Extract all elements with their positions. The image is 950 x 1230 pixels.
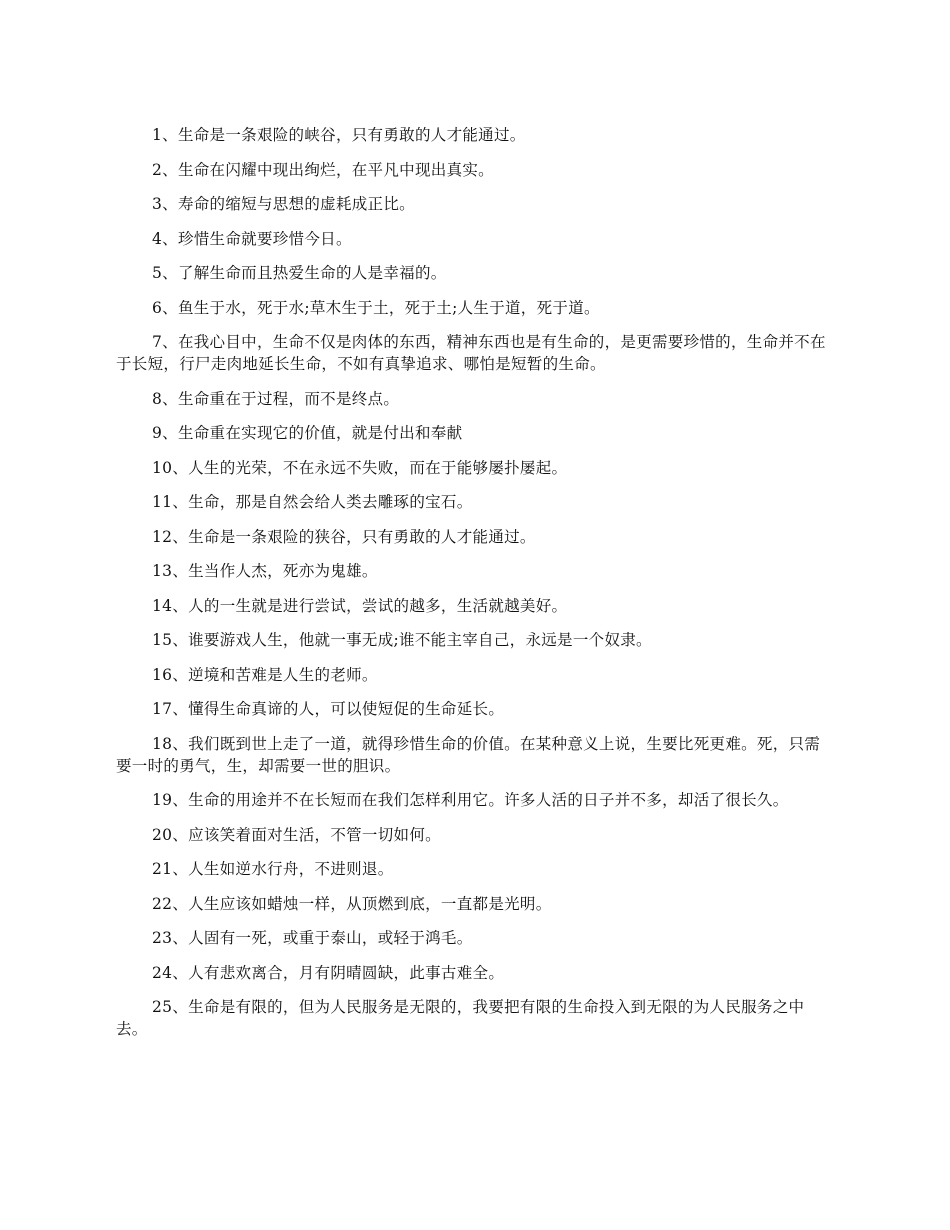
paragraph-1: 1、生命是一条艰险的峡谷，只有勇敢的人才能通过。 xyxy=(152,126,526,144)
paragraph-19: 19、生命的用途并不在长短而在我们怎样利用它。许多人活的日子并不多，却活了很长久。 xyxy=(152,791,789,809)
paragraph-21: 21、人生如逆水行舟，不进则退。 xyxy=(152,860,394,878)
paragraph-16: 16、逆境和苦难是人生的老师。 xyxy=(152,665,378,684)
paragraph-20: 20、应该笑着面对生活，不管一切如何。 xyxy=(152,825,441,844)
paragraph-9: 9、生命重在实现它的价值，就是付出和奉献 xyxy=(152,424,463,442)
paragraph-24: 24、人有悲欢离合，月有阴晴圆缺，此事古难全。 xyxy=(152,963,505,982)
paragraph-17: 17、懂得生命真谛的人，可以使短促的生命延长。 xyxy=(152,700,505,718)
document-body xyxy=(116,124,828,1053)
paragraph-3: 3、寿命的缩短与思想的虚耗成正比。 xyxy=(152,195,415,213)
paragraph-8: 8、生命重在于过程，而不是终点。 xyxy=(152,389,400,408)
paragraph-12: 12、生命是一条艰险的狭谷，只有勇敢的人才能通过。 xyxy=(152,527,536,546)
paragraph-15: 15、谁要游戏人生，他就一事无成;谁不能主宰自己，永远是一个奴隶。 xyxy=(152,631,652,649)
paragraph-25: 25、生命是有限的，但为人民服务是无限的，我要把有限的生命投入到无限的为人民服务之中去。 xyxy=(116,998,805,1038)
paragraph-2: 2、生命在闪耀中现出绚烂，在平凡中现出真实。 xyxy=(152,160,494,179)
paragraph-14: 14、人的一生就是进行尝试，尝试的越多，生活就越美好。 xyxy=(152,596,568,615)
paragraph-18: 18、我们既到世上走了一道，就得珍惜生命的价值。在某种意义上说，生要比死更难。死，只需要一时的勇气，生，却需要一世的胆识。 xyxy=(116,734,821,775)
paragraph-4: 4、珍惜生命就要珍惜今日。 xyxy=(152,229,352,248)
paragraph-7: 7、在我心目中，生命不仅是肉体的东西，精神东西也是有生命的，是更需要珍惜的，生命并不在于长短，行尸走肉地延长生命，不如有真挚追求、哪怕是短暂的生命。 xyxy=(116,333,826,373)
paragraph-5: 5、了解生命而且热爱生命的人是幸福的。 xyxy=(152,264,447,282)
paragraph-23: 23、人固有一死，或重于泰山，或轻于鸿毛。 xyxy=(152,929,473,947)
paragraph-10: 10、人生的光荣，不在永远不失败，而在于能够屡扑屡起。 xyxy=(152,458,568,477)
paragraph-22: 22、人生应该如蜡烛一样，从顶燃到底，一直都是光明。 xyxy=(152,894,552,913)
paragraph-13: 13、生当作人杰，死亦为鬼雄。 xyxy=(152,562,378,580)
paragraph-11: 11、生命，那是自然会给人类去雕琢的宝石。 xyxy=(152,493,473,511)
paragraph-6: 6、鱼生于水，死于水;草木生于土，死于土;人生于道，死于道。 xyxy=(152,298,600,317)
